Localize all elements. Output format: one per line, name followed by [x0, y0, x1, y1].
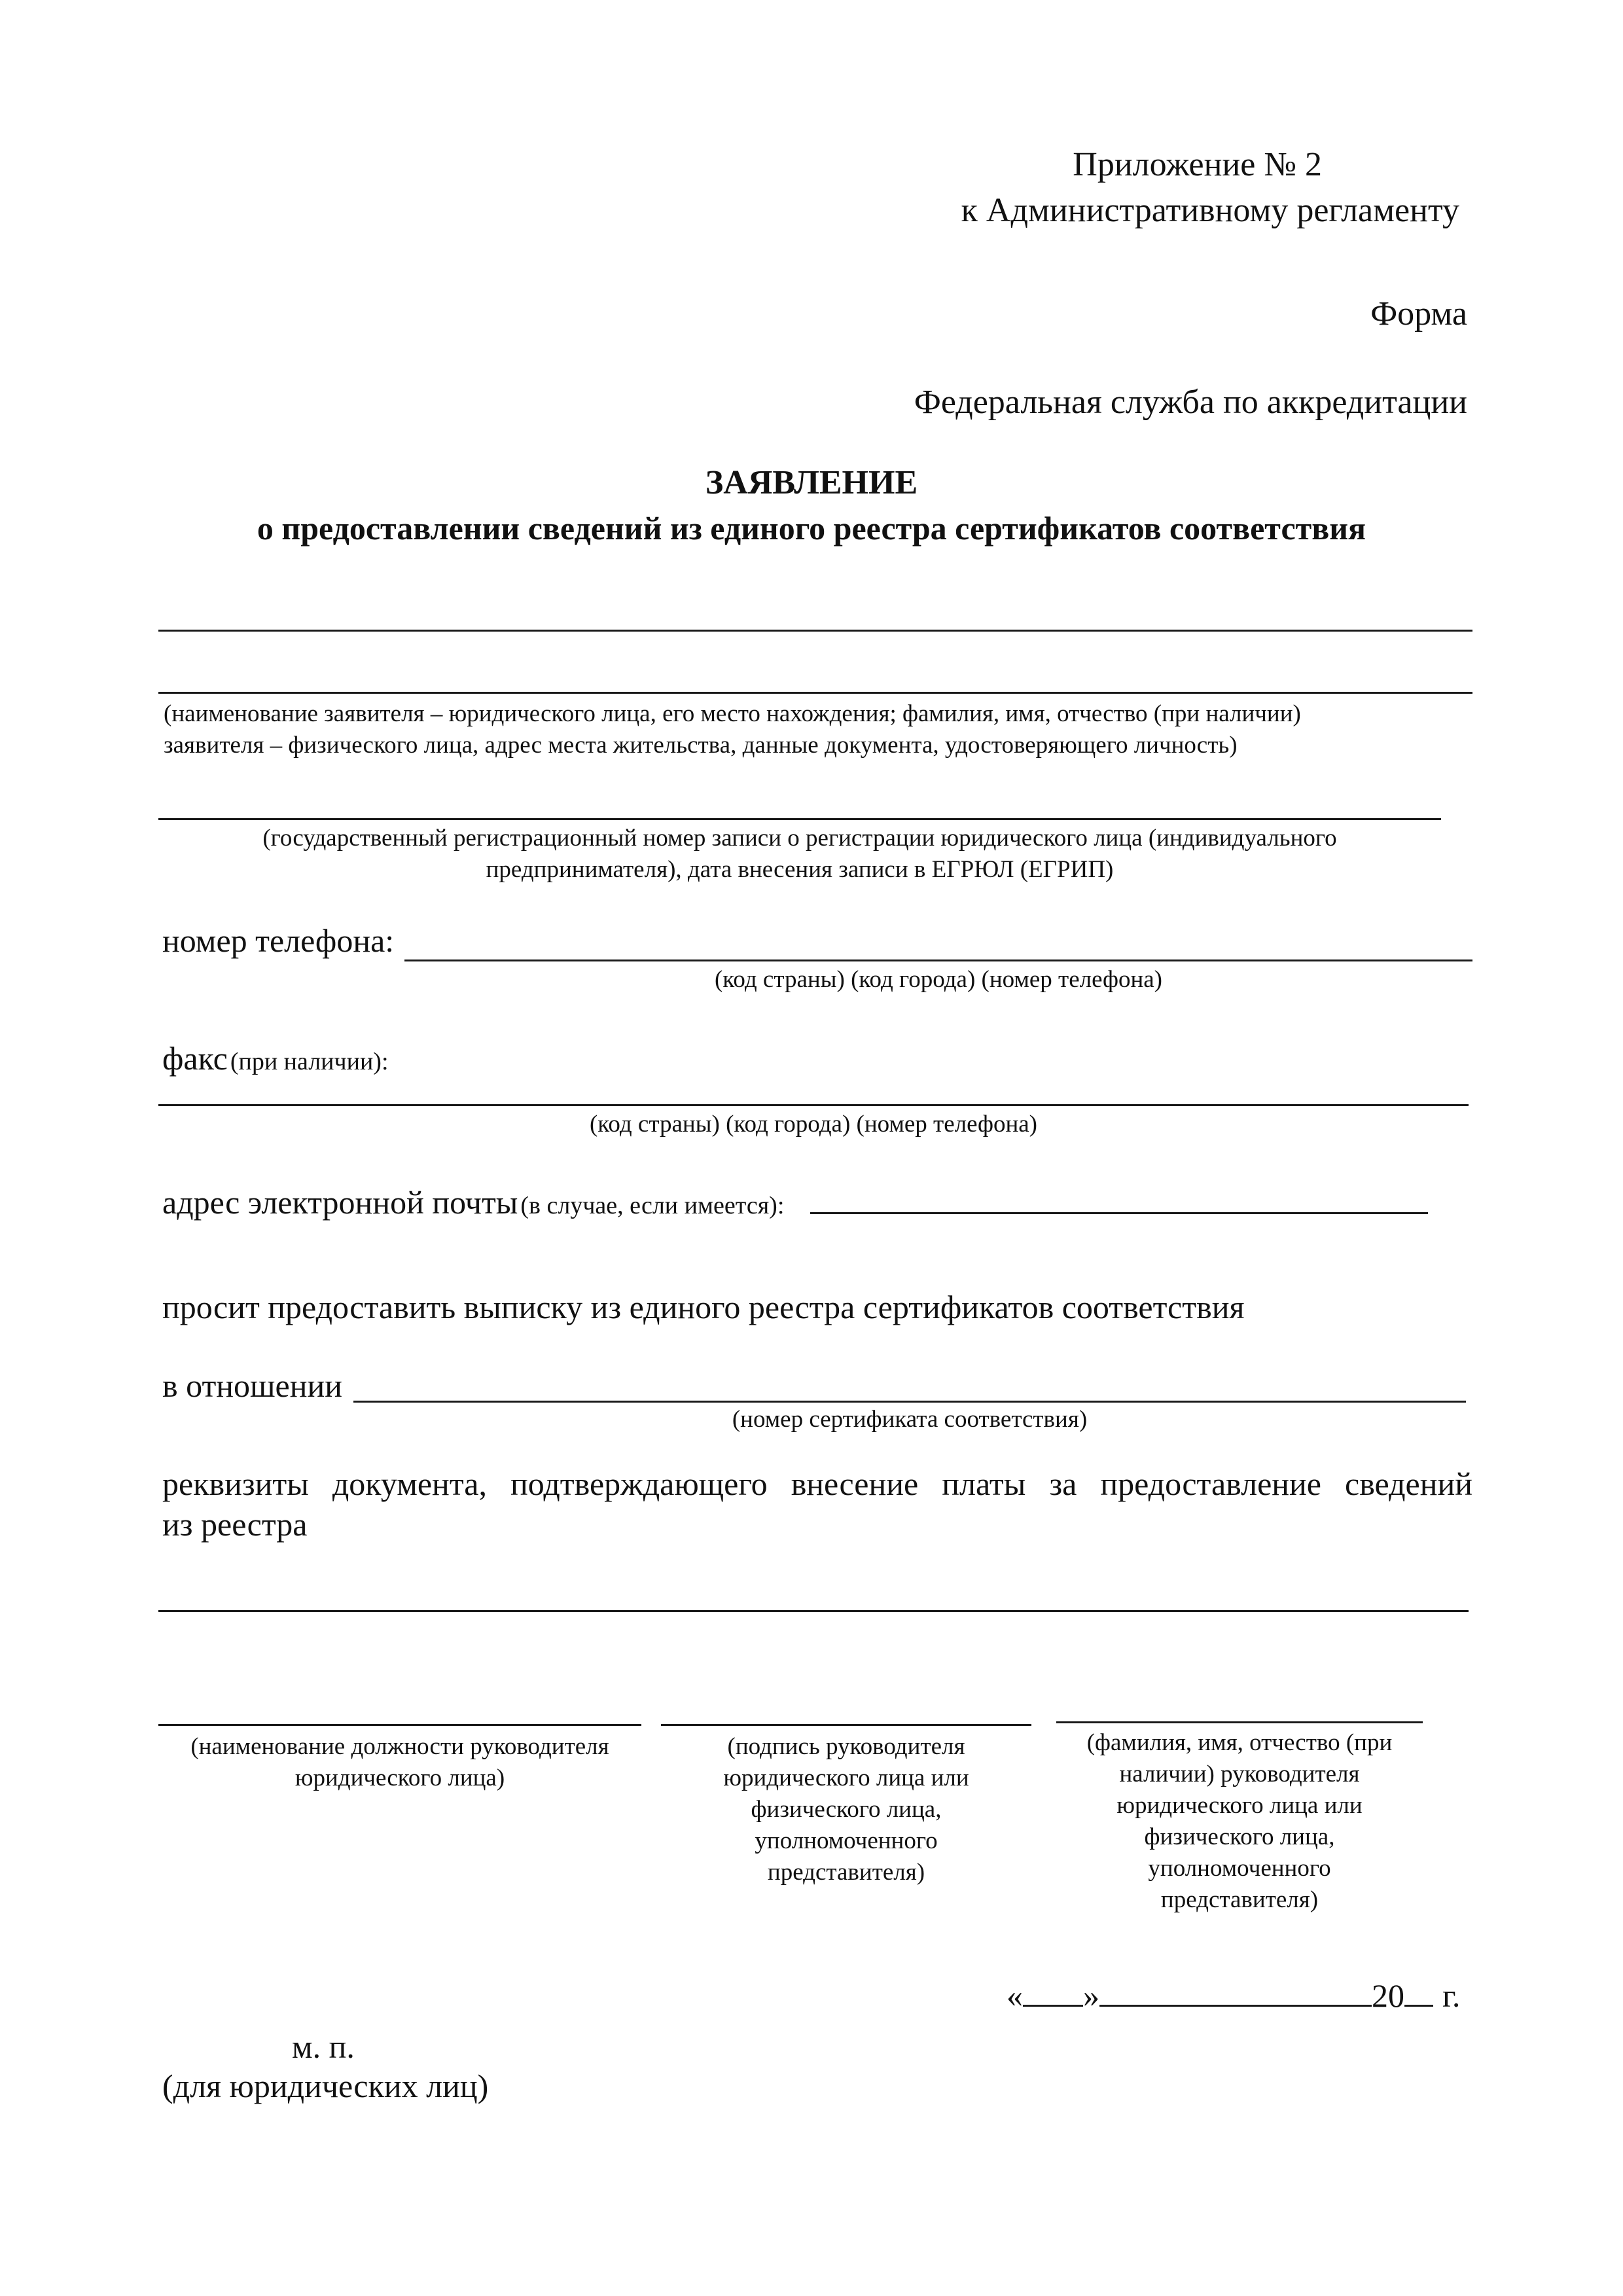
form-label: Форма	[1370, 295, 1467, 332]
signature-caption-3: физического лица,	[751, 1796, 942, 1823]
signature-caption-5: представителя)	[767, 1859, 925, 1886]
date-day-field[interactable]	[1023, 1979, 1083, 2007]
applicant-caption-1: (наименование заявителя – юридического лица, его место нахождения; фамилия, имя, отчество (при наличии)	[164, 700, 1301, 727]
full-name-caption-4: физического лица,	[1144, 1823, 1335, 1850]
email-label: адрес электронной почты	[162, 1184, 518, 1221]
certificate-number-caption: (номер сертификата соответствия)	[732, 1406, 1088, 1433]
date-row	[1007, 1977, 1460, 2015]
date-month-field[interactable]	[1099, 1979, 1372, 2007]
signature-caption-2: юридического лица или	[723, 1765, 969, 1791]
fax-label: факс	[162, 1040, 228, 1077]
phone-caption: (код страны) (код города) (номер телефона)	[714, 966, 1162, 993]
full-name-line[interactable]	[1056, 1721, 1423, 1723]
signature-caption-4: уполномоченного	[755, 1827, 938, 1854]
document-title: ЗАЯВЛЕНИЕ	[705, 464, 918, 501]
applicant-line-1[interactable]	[158, 630, 1472, 632]
request-text: просит предоставить выписку из единого реестра сертификатов соответствия	[162, 1289, 1245, 1325]
addressee: Федеральная служба по аккредитации	[914, 384, 1467, 421]
certificate-number-line[interactable]	[353, 1401, 1466, 1403]
payment-input-line[interactable]	[158, 1610, 1469, 1612]
registration-line[interactable]	[158, 818, 1441, 820]
email-label-note: (в случае, если имеется):	[520, 1192, 785, 1219]
date-open-quote: «	[1007, 1977, 1023, 2014]
fax-input-line[interactable]	[158, 1104, 1469, 1106]
regulation-reference: к Административному регламенту	[961, 192, 1459, 229]
full-name-caption-1: (фамилия, имя, отчество (при	[1086, 1729, 1393, 1756]
appendix-number: Приложение № 2	[1073, 146, 1322, 183]
stamp-label: м. п.	[292, 2028, 355, 2065]
applicant-caption-2: заявителя – физического лица, адрес места жительства, данные документа, удостоверяющего личность)	[164, 732, 1238, 759]
stamp-note: (для юридических лиц)	[162, 2068, 489, 2104]
fax-label-note: (при наличии):	[230, 1048, 389, 1075]
date-close-quote: »	[1083, 1977, 1099, 2014]
position-caption-1: (наименование должности руководителя	[190, 1733, 609, 1760]
registration-caption-1: (государственный регистрационный номер записи о регистрации юридического лица (индивидуального	[262, 825, 1337, 852]
signature-line[interactable]	[661, 1724, 1031, 1726]
full-name-caption-5: уполномоченного	[1148, 1855, 1331, 1882]
applicant-line-2[interactable]	[158, 692, 1472, 694]
email-label-row	[162, 1183, 784, 1221]
phone-label: номер телефона:	[162, 922, 395, 959]
fax-caption: (код страны) (код города) (номер телефона)	[589, 1111, 1037, 1138]
phone-input-line[interactable]	[404, 960, 1472, 961]
document-subtitle: о предоставлении сведений из единого реестра сертификатов соответствия	[257, 510, 1366, 547]
position-line[interactable]	[158, 1724, 641, 1726]
relation-label: в отношении	[162, 1367, 343, 1404]
payment-text-line-1: реквизиты документа, подтверждающего внесение платы за предоставление сведений	[162, 1465, 1472, 1502]
registration-caption-2: предпринимателя), дата внесения записи в ЕГРЮЛ (ЕГРИП)	[486, 856, 1114, 883]
fax-label-row	[162, 1039, 389, 1077]
email-input-line[interactable]	[810, 1212, 1428, 1214]
position-caption-2: юридического лица)	[294, 1765, 505, 1791]
signature-caption-1: (подпись руководителя	[727, 1733, 965, 1760]
date-year-field[interactable]	[1404, 1979, 1433, 2007]
full-name-caption-3: юридического лица или	[1116, 1792, 1363, 1819]
payment-text-line-2: из реестра	[162, 1506, 308, 1543]
full-name-caption-2: наличии) руководителя	[1119, 1761, 1360, 1787]
date-year-suffix: г.	[1442, 1977, 1461, 2014]
full-name-caption-6: представителя)	[1160, 1886, 1319, 1913]
date-year-prefix: 20	[1372, 1977, 1404, 2014]
